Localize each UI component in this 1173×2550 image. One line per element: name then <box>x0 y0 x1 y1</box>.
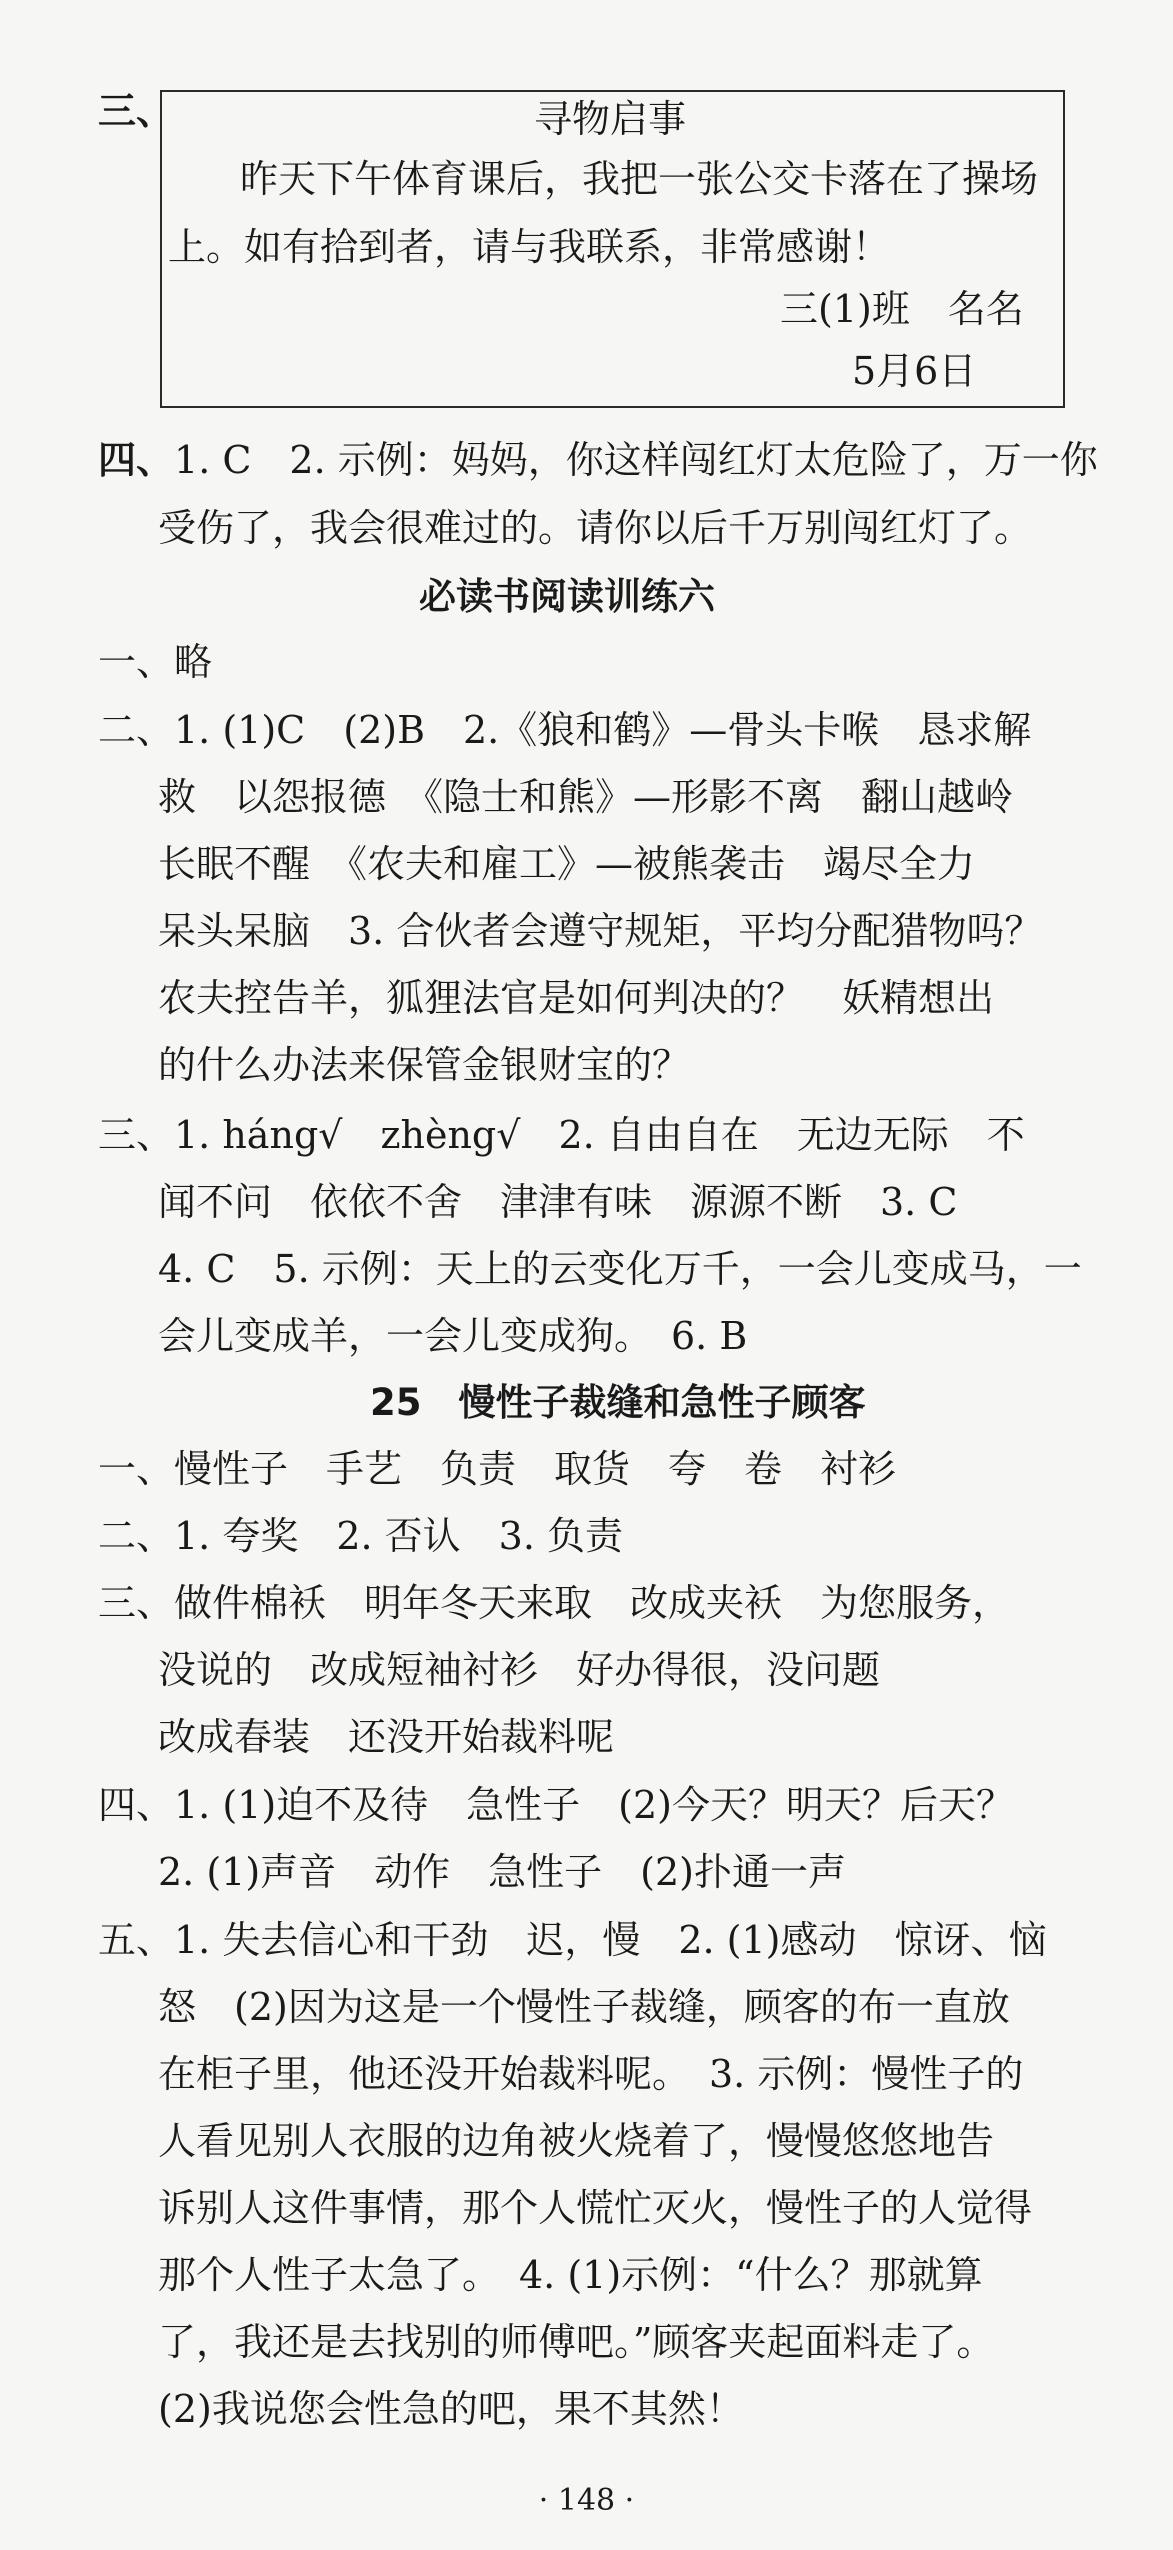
part2-line-10: 在柜子里，他还没开始裁料呢。 3. 示例：慢性子的 <box>158 2052 1024 2096</box>
part1-line-3: 救 以怨报德 《隐士和熊》—形影不离 翻山越岭 <box>158 775 1014 819</box>
lost-notice-box <box>160 90 1065 408</box>
part1-line-1: 一、略 <box>98 640 213 684</box>
part2-line-12: 诉别人这件事情，那个人慌忙灭火，慢性子的人觉得 <box>158 2186 1033 2230</box>
part2-line-1: 一、慢性子 手艺 负责 取货 夸 卷 衬衫 <box>98 1447 897 1491</box>
part2-line-14: 了，我还是去找别的师傅吧。”顾客夹起面料走了。 <box>158 2320 995 2364</box>
part1-line-10: 4. C 5. 示例：天上的云变化万千，一会儿变成马，一 <box>158 1247 1082 1291</box>
section-4-text-1: 1. C 2. 示例：妈妈，你这样闯红灯太危险了，万一你 <box>174 438 1098 482</box>
page-number: · 148 · <box>538 2483 635 2518</box>
part2-line-5: 改成春装 还没开始裁料呢 <box>158 1715 615 1759</box>
section-heading-reading-6: 必读书阅读训练六 <box>419 575 715 618</box>
notice-body-line-1: 昨天下午体育课后，我把一张公交卡落在了操场 <box>240 157 1039 201</box>
notice-signature: 三(1)班 名名 <box>780 287 1024 331</box>
part1-line-6: 农夫控告羊，狐狸法官是如何判决的？ 妖精想出 <box>158 976 995 1020</box>
part2-line-13: 那个人性子太急了。 4. (1)示例：“什么？那就算 <box>158 2253 983 2297</box>
part1-line-8: 三、1. háng√ zhèng√ 2. 自由自在 无边无际 不 <box>98 1113 1025 1157</box>
part2-line-3: 三、做件棉袄 明年冬天来取 改成夹袄 为您服务， <box>98 1581 1011 1625</box>
section-heading-lesson-25: 25 慢性子裁缝和急性子顾客 <box>370 1381 866 1424</box>
notice-body-line-2: 上。如有拾到者，请与我联系，非常感谢！ <box>168 225 891 269</box>
part2-line-4: 没说的 改成短袖衬衫 好办得很，没问题 <box>158 1648 881 1692</box>
part2-line-7: 2. (1)声音 动作 急性子 (2)扑通一声 <box>158 1850 846 1894</box>
part1-line-9: 闻不问 依依不舍 津津有味 源源不断 3. C <box>158 1180 958 1224</box>
section-3-marker: 三、 <box>98 88 175 133</box>
part1-line-2: 二、1. (1)C (2)B 2.《狼和鹤》—骨头卡喉 恳求解 <box>98 708 1032 752</box>
part1-line-11: 会儿变成羊，一会儿变成狗。 6. B <box>158 1314 748 1358</box>
section-4-marker: 四、 <box>98 437 175 482</box>
part1-line-5: 呆头呆脑 3. 合伙者会遵守规矩，平均分配猎物吗？ <box>158 909 1043 953</box>
section-4-line-2: 受伤了，我会很难过的。请你以后千万别闯红灯了。 <box>158 506 1033 550</box>
part1-line-7: 的什么办法来保管金银财宝的？ <box>158 1043 691 1087</box>
notice-title: 寻物启事 <box>534 97 687 141</box>
notice-date: 5月6日 <box>852 349 977 393</box>
part1-line-4: 长眠不醒 《农夫和雇工》—被熊袭击 竭尽全力 <box>158 842 976 886</box>
part2-line-2: 二、1. 夸奖 2. 否认 3. 负责 <box>98 1514 624 1558</box>
part2-line-15: (2)我说您会性急的吧，果不其然！ <box>158 2387 744 2431</box>
part2-line-6: 四、1. (1)迫不及待 急性子 (2)今天？明天？后天？ <box>98 1783 1014 1827</box>
section-4-line-1 <box>98 437 1098 482</box>
part2-line-11: 人看见别人衣服的边角被火烧着了，慢慢悠悠地告 <box>158 2119 995 2163</box>
part2-line-8: 五、1. 失去信心和干劲 迟，慢 2. (1)感动 惊讶、恼 <box>98 1918 1047 1962</box>
part2-line-9: 怒 (2)因为这是一个慢性子裁缝，顾客的布一直放 <box>158 1985 1010 2029</box>
